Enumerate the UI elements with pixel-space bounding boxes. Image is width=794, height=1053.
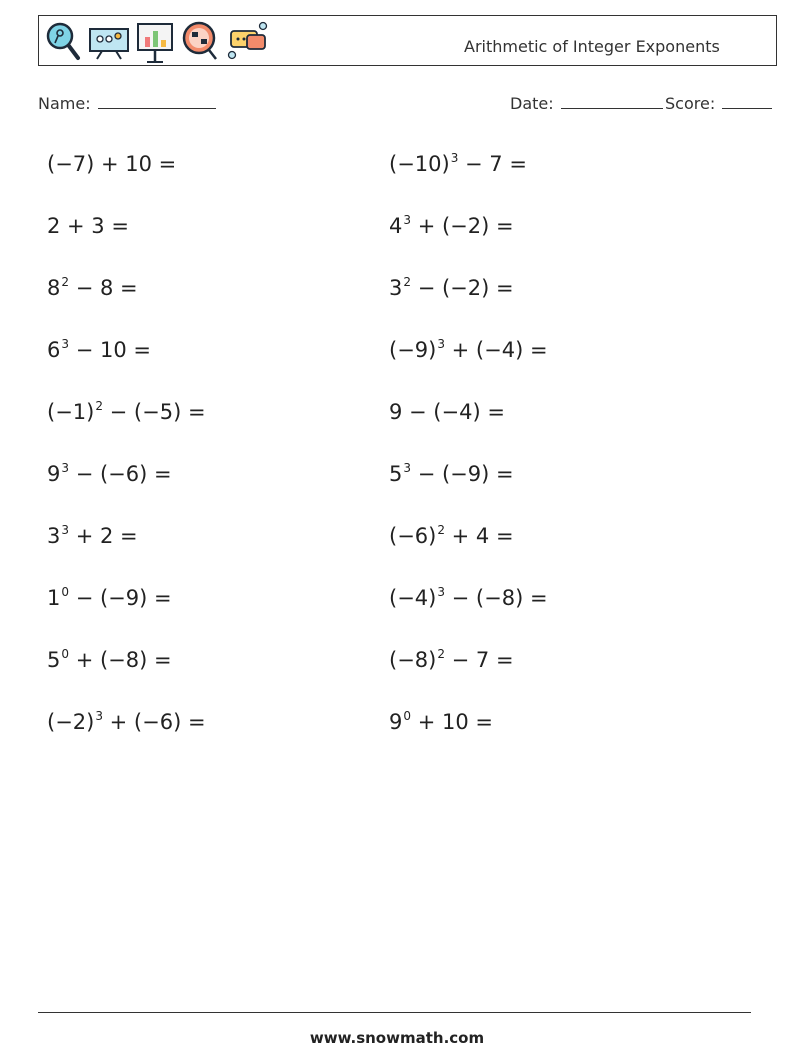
problem-item — [389, 399, 505, 425]
problem-base: 8 — [47, 276, 61, 300]
problem-exponent: 3 — [95, 709, 103, 723]
problem-exponent: 3 — [437, 585, 445, 599]
problem-rest: + (−4) = — [444, 338, 548, 362]
problem-exponent: 2 — [437, 523, 445, 537]
problem-rest: − 10 = — [69, 338, 151, 362]
problem-item — [389, 337, 548, 366]
problem-item — [389, 709, 493, 738]
problem-rest: + 4 = — [444, 524, 514, 548]
problem-base: 5 — [47, 648, 61, 672]
problem-rest: − (−8) = — [444, 586, 548, 610]
problem-base: 6 — [47, 338, 61, 362]
presentation-board-icon — [88, 21, 130, 61]
search-badge-icon — [182, 21, 220, 61]
name-blank[interactable] — [98, 93, 216, 109]
problem-expression: (−7) + 10 = — [47, 152, 177, 176]
problem-item — [389, 461, 514, 490]
problem-exponent: 2 — [403, 275, 412, 289]
chat-bubbles-icon — [227, 21, 269, 61]
problem-rest: + 10 = — [411, 710, 493, 734]
problem-item — [47, 337, 151, 366]
problem-rest: − 7 = — [444, 648, 514, 672]
problem-base: (−6) — [389, 524, 437, 548]
problem-item — [389, 523, 514, 552]
problem-item — [47, 585, 172, 614]
problem-base: 9 — [389, 710, 403, 734]
problem-base: (−8) — [389, 648, 437, 672]
chart-easel-icon — [135, 21, 175, 63]
problem-exponent: 3 — [61, 523, 70, 537]
problem-item — [47, 275, 138, 304]
problem-item — [47, 399, 206, 428]
problem-base: 5 — [389, 462, 403, 486]
problem-base: (−9) — [389, 338, 437, 362]
problem-rest: − (−2) = — [411, 276, 514, 300]
problem-rest: − (−5) = — [102, 400, 206, 424]
problem-exponent: 2 — [437, 647, 445, 661]
problem-base: 1 — [47, 586, 61, 610]
problem-item — [389, 151, 527, 180]
problem-item — [389, 275, 514, 304]
worksheet-header — [38, 15, 777, 66]
problem-rest: + (−8) = — [69, 648, 172, 672]
name-label: Name: — [38, 94, 91, 113]
problem-rest: − 7 = — [458, 152, 527, 176]
footer-divider — [38, 1012, 751, 1013]
magnifier-icon — [45, 21, 81, 61]
problem-rest: − (−9) = — [411, 462, 514, 486]
problem-exponent: 0 — [403, 709, 412, 723]
score-label: Score: — [665, 94, 716, 113]
problem-rest: − (−9) = — [69, 586, 172, 610]
problem-expression: 2 + 3 = — [47, 214, 129, 238]
score-field[interactable] — [665, 93, 772, 114]
problem-exponent: 3 — [403, 461, 412, 475]
problem-base: 3 — [389, 276, 403, 300]
problem-base: (−4) — [389, 586, 437, 610]
problem-item — [47, 647, 172, 676]
problem-exponent: 3 — [403, 213, 412, 227]
problem-base: 9 — [47, 462, 61, 486]
date-label: Date: — [510, 94, 554, 113]
problem-exponent: 2 — [95, 399, 103, 413]
footer-url: www.snowmath.com — [309, 1029, 485, 1047]
problem-expression: 9 − (−4) = — [389, 400, 505, 424]
problem-item — [389, 647, 514, 676]
problem-item — [389, 213, 514, 242]
problem-base: 3 — [47, 524, 61, 548]
score-blank[interactable] — [722, 93, 772, 109]
problem-item — [47, 461, 172, 490]
problem-exponent: 3 — [61, 337, 70, 351]
problem-exponent: 0 — [61, 647, 70, 661]
problem-item — [47, 151, 176, 177]
problem-rest: − (−6) = — [69, 462, 172, 486]
problem-rest: − 8 = — [69, 276, 138, 300]
problem-item — [47, 709, 206, 738]
problem-exponent: 3 — [437, 337, 445, 351]
problem-item — [389, 585, 548, 614]
problem-item — [47, 213, 129, 239]
problem-exponent: 2 — [61, 275, 70, 289]
problem-exponent: 3 — [61, 461, 70, 475]
problem-base: (−2) — [47, 710, 95, 734]
name-field[interactable] — [38, 93, 216, 114]
problem-base: (−1) — [47, 400, 95, 424]
problem-rest: + (−6) = — [102, 710, 206, 734]
date-blank[interactable] — [561, 93, 663, 109]
problem-item — [47, 523, 138, 552]
date-field[interactable] — [510, 93, 663, 114]
problem-base: 4 — [389, 214, 403, 238]
problem-exponent: 0 — [61, 585, 70, 599]
problem-rest: + (−2) = — [411, 214, 514, 238]
problem-rest: + 2 = — [69, 524, 138, 548]
problem-base: (−10) — [389, 152, 450, 176]
problem-exponent: 3 — [450, 151, 459, 165]
page-title: Arithmetic of Integer Exponents — [464, 37, 720, 56]
